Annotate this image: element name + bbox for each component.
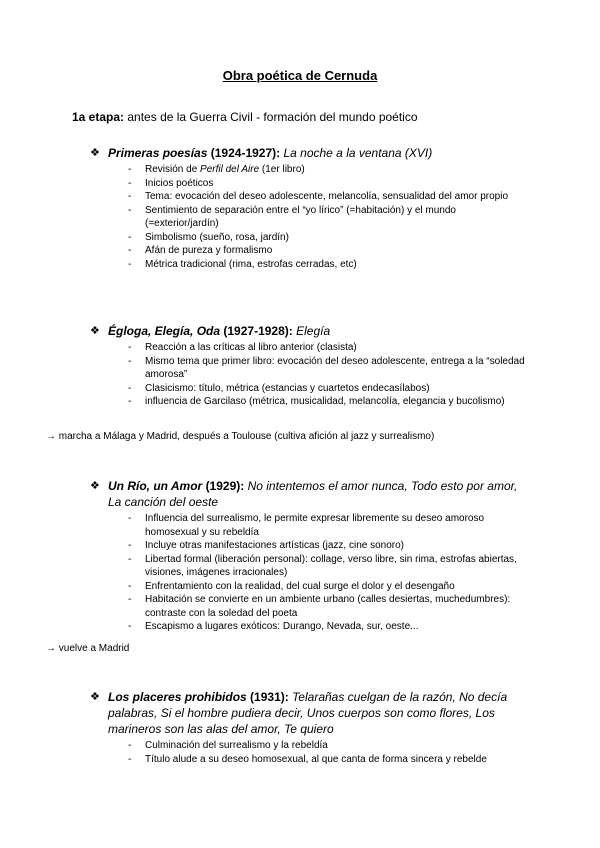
work-poems: Elegía — [296, 324, 331, 338]
work-years: (1931): — [250, 690, 289, 704]
dash-icon: - — [128, 382, 132, 394]
list-item: - Reacción a las críticas al libro anterior (clasista) — [128, 342, 357, 353]
list-item: - Clasicismo: título, métrica (estancias y cuartetos endecasílabos) — [128, 382, 430, 394]
transition-note: → vuelve a Madrid — [46, 643, 130, 654]
diamond-bullet-icon: ❖ — [90, 325, 100, 337]
transition-note: → marcha a Málaga y Madrid, después a Toulouse (cultiva afición al jazz y surrealismo) — [46, 431, 435, 442]
list-item: - Incluye otras manifestaciones artísticas (jazz, cine sonoro) — [128, 540, 404, 551]
section-un-rio-un-amor — [90, 478, 530, 634]
dash-icon: - — [128, 621, 132, 632]
diamond-bullet-icon: ❖ — [90, 691, 100, 703]
dash-icon: - — [128, 342, 132, 353]
page-title: Obra poética de Cernuda — [222, 68, 378, 83]
etapa-label: 1a etapa: — [72, 110, 125, 124]
dash-icon: - — [128, 580, 132, 592]
dash-icon: - — [128, 164, 132, 175]
etapa-line — [72, 110, 418, 124]
list-item: - Revisión de Perfil del Aire (1er libro) — [128, 164, 305, 175]
list-item: - Libertad formal (liberación personal): collage, verso libre, sin rima, estrofas abiertas, visiones, imágenes irracionales) — [128, 553, 517, 578]
section-egloga-elegia-oda — [90, 323, 530, 409]
work-years: (1924-1927): — [210, 146, 281, 160]
dash-icon: - — [128, 513, 132, 524]
section-heading — [90, 478, 530, 510]
section-heading — [90, 323, 530, 339]
dash-icon: - — [128, 594, 132, 605]
work-title: Los placeres prohibidos — [108, 690, 247, 704]
list-item: - influencia de Garcilaso (métrica, musicalidad, melancolía, elegancia y bucolismo) — [128, 396, 505, 407]
work-poems: La noche a la ventana (XVI) — [283, 146, 433, 160]
dash-icon: - — [128, 396, 132, 407]
dash-icon: - — [128, 540, 132, 551]
dash-icon: - — [128, 740, 132, 751]
list-item: - Influencia del surrealismo, le permite expresar libremente su deseo amoroso homosexual y su rebeldía — [128, 513, 485, 538]
list-item: - Inicios poéticos — [128, 177, 214, 189]
dash-icon: - — [128, 204, 132, 216]
list-item: - Afán de pureza y formalismo — [128, 245, 273, 256]
item-list — [90, 341, 530, 409]
section-heading — [90, 145, 530, 161]
work-title: Égloga, Elegía, Oda — [108, 324, 221, 338]
dash-icon: - — [128, 245, 132, 256]
dash-icon: - — [128, 753, 132, 765]
work-poems: Telarañas cuelgan de la razón, No decía palabras, Si el hombre pudiera decir, Unos cuerpos son como flores, Los marineros son las alas del amor, Te quiero — [108, 690, 508, 736]
item-list — [90, 163, 530, 271]
section-los-placeres-prohibidos — [90, 689, 530, 766]
work-years: (1929): — [205, 479, 245, 493]
dash-icon: - — [128, 553, 132, 565]
item-list — [90, 512, 530, 634]
section-primeras-poesias — [90, 145, 530, 271]
item-list — [90, 739, 530, 766]
dash-icon: - — [128, 177, 132, 189]
list-item: - Métrica tradicional (rima, estrofas cerradas, etc) — [128, 258, 357, 270]
diamond-bullet-icon: ❖ — [90, 480, 100, 492]
etapa-text: antes de la Guerra Civil - formación del mundo poético — [127, 110, 418, 124]
dash-icon: - — [128, 258, 132, 270]
list-item: - Tema: evocación del deseo adolescente, melancolía, sensualidad del amor propio — [128, 191, 509, 202]
list-item: - Habitación se convierte en un ambiente urbano (calles desiertas, muchedumbres): contraste con la soledad del poeta — [128, 594, 511, 619]
dash-icon: - — [128, 231, 132, 243]
work-title: Primeras poesías — [108, 146, 208, 160]
list-item: - Simbolismo (sueño, rosa, jardín) — [128, 231, 289, 243]
list-item: - Sentimiento de separación entre el “yo lírico” (=habitación) y el mundo (=exterior/jardín) — [128, 204, 456, 229]
list-item: - Mismo tema que primer libro: evocación del deseo adolescente, entrega a la “soledad amorosa” — [128, 355, 525, 380]
work-poems: No intentemos el amor nunca, Todo esto por amor, La canción del oeste — [108, 479, 518, 509]
diamond-bullet-icon: ❖ — [90, 147, 100, 159]
work-years: (1927-1928): — [223, 324, 293, 338]
list-item: - Título alude a su deseo homosexual, al que canta de forma sincera y rebelde — [128, 753, 487, 765]
list-item: - Culminación del surrealismo y la rebeldía — [128, 740, 328, 751]
list-item: - Enfrentamiento con la realidad, del cual surge el dolor y el desengaño — [128, 580, 455, 592]
list-item: - Escapismo a lugares exóticos: Durango, Nevada, sur, oeste... — [128, 621, 419, 632]
dash-icon: - — [128, 191, 132, 202]
section-heading — [90, 689, 530, 737]
dash-icon: - — [128, 355, 132, 367]
work-title: Un Río, un Amor — [108, 479, 203, 493]
